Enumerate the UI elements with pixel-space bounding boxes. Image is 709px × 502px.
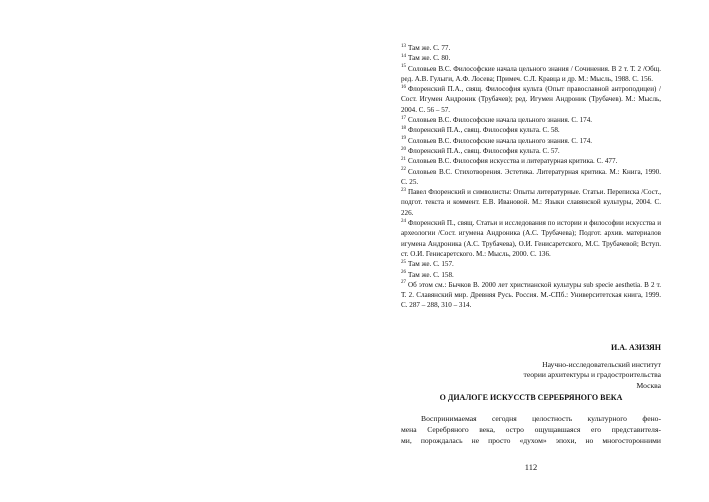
- footnote: [401, 167, 661, 188]
- affiliation-line: теории архитектуры и градостроительства: [523, 370, 661, 380]
- footnote-number: 22: [401, 167, 406, 173]
- body-line: мена Серебряного века, остро ощущавшаяся его представителя-: [401, 424, 661, 434]
- footnote-text: Там же. С. 80.: [408, 54, 451, 63]
- footnote-text: Там же. С. 157.: [408, 260, 454, 269]
- footnote-number: 24: [401, 218, 406, 224]
- footnote-text: Флоренский П.А., свящ. Философия культа. С. 58.: [408, 126, 560, 135]
- footnote: [401, 136, 661, 146]
- footnote-number: 16: [401, 84, 406, 90]
- footnote-text: Павел Флоренский и символисты: Опыты литературные. Статьи. Переписка /Сост., подгот. текста и коммент. Е.В. Ивановой. М.: Языки славянской культуры, 2004. С. 226.: [401, 188, 661, 217]
- body-line: Воспринимаемая сегодня целостность культурного фено-: [421, 414, 661, 423]
- footnote: [401, 64, 661, 85]
- footnotes-list: [401, 43, 661, 311]
- footnote-text: Соловьев В.С. Философские начала цельного знания / Сочинения. В 2 т. Т. 2 /Общ. ред. А.В. Гулыги, А.Ф. Лосева; Примеч. С.Л. Кравца и др. М.: Мысль, 1988. С. 156.: [401, 64, 661, 83]
- footnote-number: 26: [401, 270, 406, 276]
- affiliation-city: Москва: [636, 380, 661, 390]
- affiliation-line: Научно-исследовательский институт: [542, 359, 661, 369]
- footnote: [401, 280, 661, 311]
- footnote-number: 17: [401, 115, 406, 121]
- footnote: [401, 156, 661, 166]
- footnote: [401, 115, 661, 125]
- footnote-number: 14: [401, 53, 406, 59]
- body-line: ми, порождалась не просто «духом» эпохи, но многосторонними: [401, 435, 661, 445]
- footnote-text: Соловьев В.С. Философия искусства и литературная критика. С. 477.: [408, 157, 618, 166]
- footnote-text: Там же. С. 158.: [408, 270, 454, 279]
- footnote-number: 21: [401, 156, 406, 162]
- footnote: [401, 146, 661, 156]
- footnote-number: 18: [401, 126, 406, 132]
- footnote-text: Флоренский П.А., свящ. Философия культа (Опыт православной антроподицеи) /Сост. Игумен Андроник (Трубачев); ред. Игумен Андроник (Трубачев). М.: Мысль, 2004. С. 56 – 57.: [401, 85, 661, 114]
- footnote-text: Соловьев В.С. Философские начала цельного знания. С. 174.: [408, 136, 593, 145]
- footnote-number: 27: [401, 280, 406, 286]
- footnote: [401, 187, 661, 218]
- footnote-number: 13: [401, 43, 406, 49]
- footnotes-column: [401, 43, 661, 311]
- footnote-text: Флоренский П., свящ. Статьи и исследования по истории и философии искусства и археологии /Сост. игумена Андроника (А.С. Трубачева); Подгот. архив. материалов игумена Андроника (А.С. Трубачева), О.И. Генисаретского, М.С. Трубачевой; Вступ. ст. О.И. Генисаретского. М.: Мысль, 2000. С. 136.: [401, 219, 661, 258]
- footnote-number: 20: [401, 146, 406, 152]
- body-text: [401, 414, 661, 446]
- footnote-text: Флоренский П.А., свящ. Философия культа. С. 57.: [408, 146, 560, 155]
- footnote-number: 23: [401, 187, 406, 193]
- footnote: [401, 259, 661, 269]
- footnote-number: 15: [401, 64, 406, 70]
- page-number: 112: [524, 462, 538, 472]
- footnote: [401, 125, 661, 135]
- footnote: [401, 43, 661, 53]
- footnote-number: 25: [401, 259, 406, 265]
- author-block: [401, 343, 661, 391]
- footnote-text: Там же. С. 77.: [408, 44, 451, 52]
- article-title: О ДИАЛОГЕ ИСКУССТВ СЕРЕБРЯНОГО ВЕКА: [439, 393, 623, 402]
- footnote-number: 19: [401, 136, 406, 142]
- footnote: [401, 84, 661, 115]
- footnote-text: Соловьев В.С. Стихотворения. Эстетика. Литературная критика. М.: Книга, 1990. С. 25.: [401, 167, 661, 186]
- footnote-text: Об этом см.: Бычков В. 2000 лет христианской культуры sub specie aesthetia. В 2 т. Т. 2. Славянский мир. Древняя Русь. Россия. М.-СПб.: Университетская книга, 1999. С. 287 – 288, 310 – 314.: [401, 280, 661, 310]
- footnote: [401, 53, 661, 63]
- author-name: И.А. АЗИЗЯН: [611, 343, 661, 352]
- footnote-text: Соловьев В.С. Философские начала цельного знания. С. 174.: [408, 116, 593, 125]
- footnote: [401, 218, 661, 259]
- footnote: [401, 270, 661, 280]
